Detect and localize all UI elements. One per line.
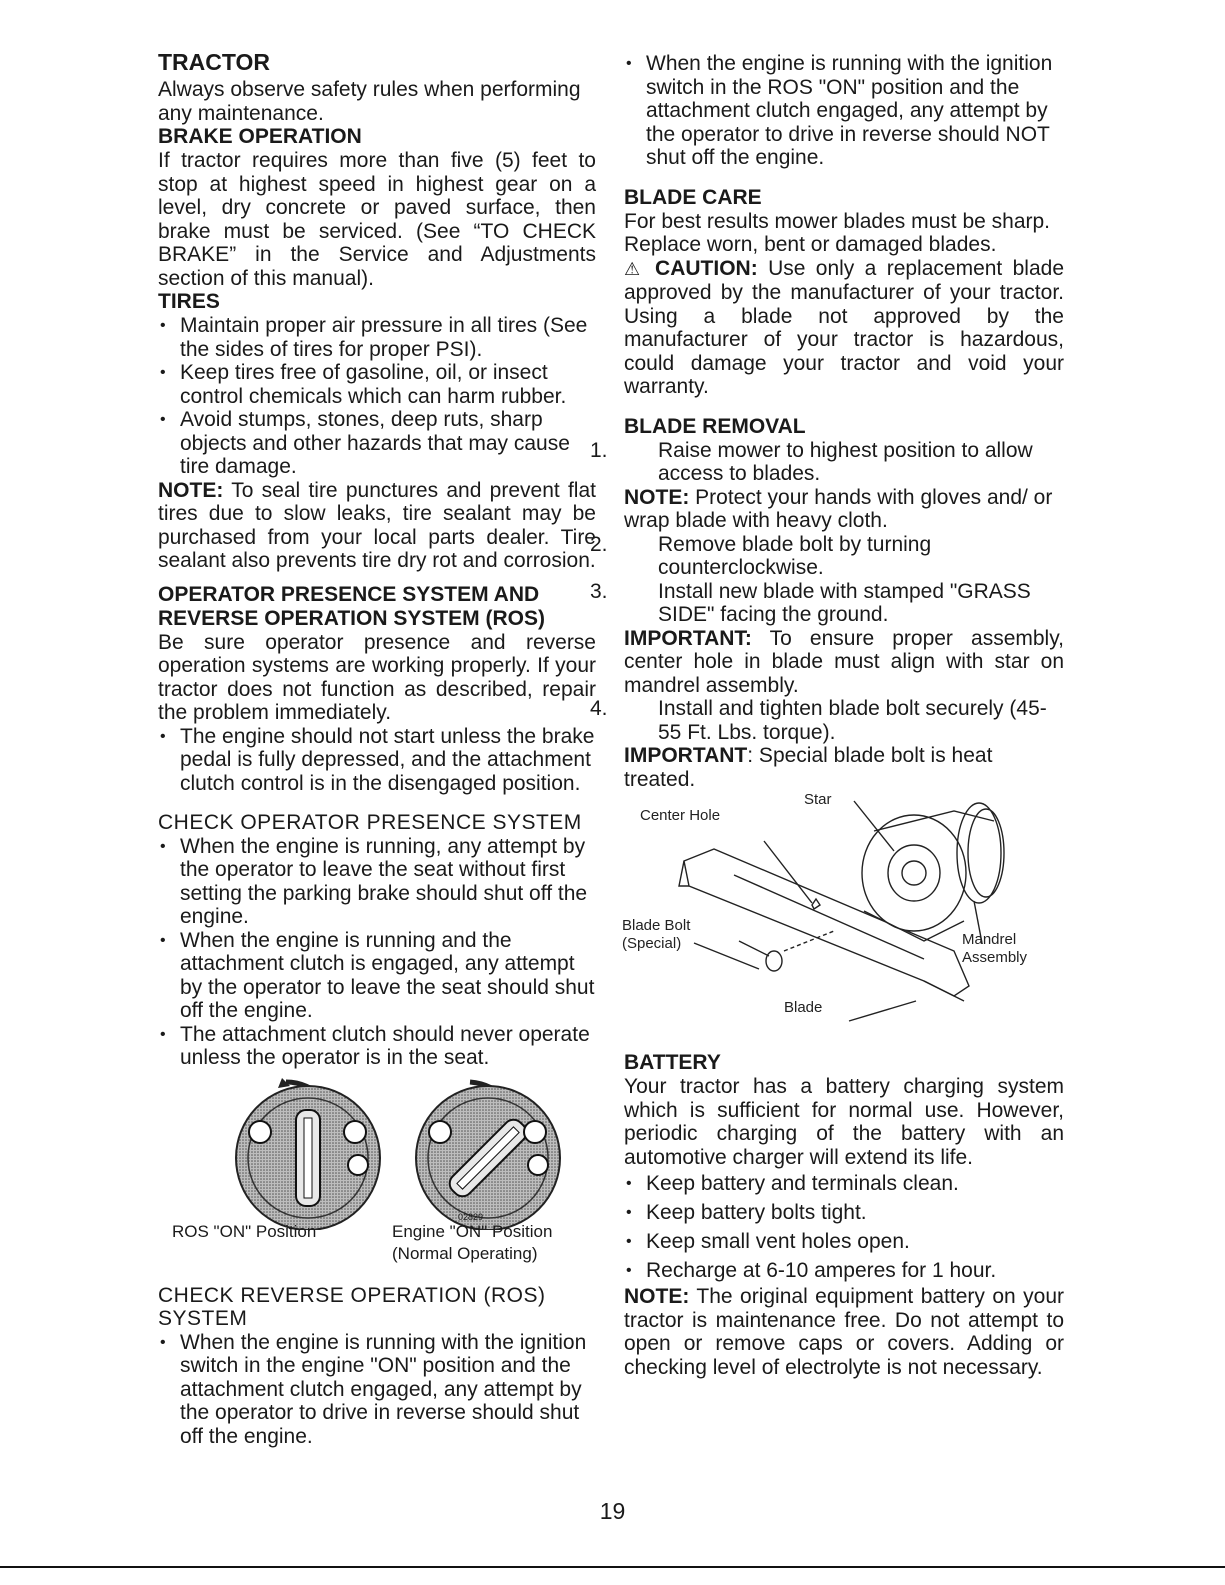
blade-removal-step-4: 4. Install and tighten blade bolt securely (45-55 Ft. Lbs. torque). (590, 697, 1047, 744)
list-item: • Avoid stumps, stones, deep ruts, sharp objects and other hazards that may cause tire damage. (158, 408, 596, 479)
operator-presence-heading: OPERATOR PRESENCE SYSTEM AND REVERSE OPERATION SYSTEM (ROS) (158, 582, 545, 630)
operator-presence-list (158, 725, 596, 796)
blade-removal-step-2: 2. Remove blade bolt by turning counterclockwise. (590, 532, 932, 579)
blade-removal-important-1: IMPORTANT: To ensure proper assembly, center hole in blade must align with star on mandrel assembly. (624, 626, 1064, 697)
blade-removal-step-3: 3. Install new blade with stamped "GRASS SIDE" facing the ground. (590, 579, 1031, 626)
check-reverse-list (158, 1331, 596, 1449)
list-item: • When the engine is running, any attempt by the operator to leave the seat without first setting the parking brake should shut off the engine. (158, 835, 596, 929)
battery-list (624, 1169, 1064, 1285)
caution-text: Use only a replacement blade approved by the manufacturer of your tractor. Using a blade not approved by the manufacturer of your tractor is hazardous, could damage your tractor and void your warranty. (624, 256, 1065, 398)
list-item: • Keep small vent holes open. (624, 1227, 1064, 1256)
blade-bolt-label: Blade Bolt (622, 917, 691, 934)
battery-heading: BATTERY (624, 1051, 721, 1074)
tractor-heading: TRACTOR (158, 49, 271, 75)
blade-label: Blade (784, 999, 823, 1016)
blade-mandrel-illustration (624, 791, 1064, 1041)
warning-triangle-icon: ⚠ (624, 258, 645, 279)
check-presence-list (158, 835, 596, 1070)
check-operator-presence-heading: CHECK OPERATOR PRESENCE SYSTEM (158, 811, 582, 834)
list-item: • Keep battery and terminals clean. (624, 1169, 1064, 1198)
mandrel-assembly-label: Assembly (962, 949, 1028, 966)
battery-body: Your tractor has a battery charging system which is sufficient for normal use. However, periodic charging of the battery with an automotive charger will extend its life. (624, 1075, 1064, 1169)
check-reverse-operation-heading: CHECK REVERSE OPERATION (ROS) SYSTEM (158, 1283, 546, 1330)
engine-on-caption: Engine "ON" Position (392, 1221, 553, 1241)
blade-bolt-special-label: (Special) (622, 935, 682, 952)
page-number: 19 (599, 1498, 626, 1524)
list-item: • When the engine is running with the ignition switch in the ROS "ON" position and the attachment clutch engaged, any attempt by the operator to drive in reverse should NOT shut off the engine. (624, 52, 1064, 170)
bottom-divider (0, 1566, 1225, 1568)
list-item: • The attachment clutch should never operate unless the operator is in the seat. (158, 1023, 596, 1070)
caution-label: ⚠ CAUTION: (624, 256, 758, 280)
blade-care-heading: BLADE CARE (624, 185, 762, 209)
center-hole-label: Center Hole (640, 807, 721, 824)
ignition-switch-illustration (158, 1070, 596, 1230)
ignition-switch-figure (158, 1070, 596, 1268)
note-text: To seal tire punctures and prevent flat tires due to slow leaks, tire sealant may be purchased from your local parts dealer. Tire sealant also prevents tire dry rot and corrosion. (158, 478, 596, 572)
list-item: • When the engine is running with the ignition switch in the engine "ON" position and the attachment clutch engaged, any attempt by the operator to drive in reverse should shut off the engine. (158, 1331, 596, 1449)
ros-reverse-list (624, 52, 1064, 170)
engine-knob-icon (416, 1082, 560, 1230)
figure-code: 02829 (458, 1211, 484, 1222)
list-item: • Maintain proper air pressure in all tires (See the sides of tires for proper PSI). (158, 314, 596, 361)
tires-note (158, 479, 596, 573)
blade-removal-note: NOTE: Protect your hands with gloves and/ or wrap blade with heavy cloth. (624, 485, 1053, 532)
star-label: Star (804, 791, 832, 808)
brake-operation-body: If tractor requires more than five (5) feet to stop at highest speed in highest gear on a level, dry concrete or paved surface, then brake must be serviced. (See “TO CHECK BRAKE” in the Service and Adjustments section of this manual). (158, 149, 596, 290)
right-column (590, 52, 1065, 1379)
normal-operating-caption: (Normal Operating) (392, 1243, 538, 1263)
list-item: • Recharge at 6-10 amperes for 1 hour. (624, 1256, 1064, 1285)
blade-removal-important-2: IMPORTANT: Special blade bolt is heat treated. (624, 744, 993, 791)
blade-care-caution (624, 257, 1064, 399)
operator-presence-body: Be sure operator presence and reverse operation systems are working properly. If your tractor does not function as described, repair the problem immediately. (158, 630, 596, 724)
left-column (158, 48, 596, 1448)
tires-heading: TIRES (158, 290, 220, 313)
battery-note: NOTE: The original equipment battery on your tractor is maintenance free. Do not attempt to open or remove caps or covers. Adding or checking level of electrolyte is not necessary. (624, 1285, 1064, 1379)
ros-on-caption: ROS "ON" Position (172, 1221, 317, 1241)
blade-care-body: For best results mower blades must be sharp. Replace worn, bent or damaged blades. (624, 209, 1051, 256)
brake-operation-heading: BRAKE OPERATION (158, 125, 362, 148)
list-item: • The engine should not start unless the brake pedal is fully depressed, and the attachment clutch control is in the disengaged position. (158, 725, 596, 796)
list-item: • Keep tires free of gasoline, oil, or insect control chemicals which can harm rubber. (158, 361, 596, 408)
blade-mandrel-diagram (624, 791, 1064, 1041)
tires-list (158, 314, 596, 479)
note-label: NOTE: (158, 478, 224, 502)
ros-knob-icon (236, 1078, 380, 1230)
blade-removal-heading: BLADE REMOVAL (624, 414, 806, 438)
blade-removal-step-1: 1. Raise mower to highest position to allow access to blades. (590, 438, 1033, 485)
mandrel-label: Mandrel (962, 931, 1017, 948)
list-item: • When the engine is running and the attachment clutch is engaged, any attempt by the operator to leave the seat should shut off the engine. (158, 929, 596, 1023)
list-item: • Keep battery bolts tight. (624, 1198, 1064, 1227)
tractor-intro: Always observe safety rules when performing any maintenance. (158, 78, 581, 125)
